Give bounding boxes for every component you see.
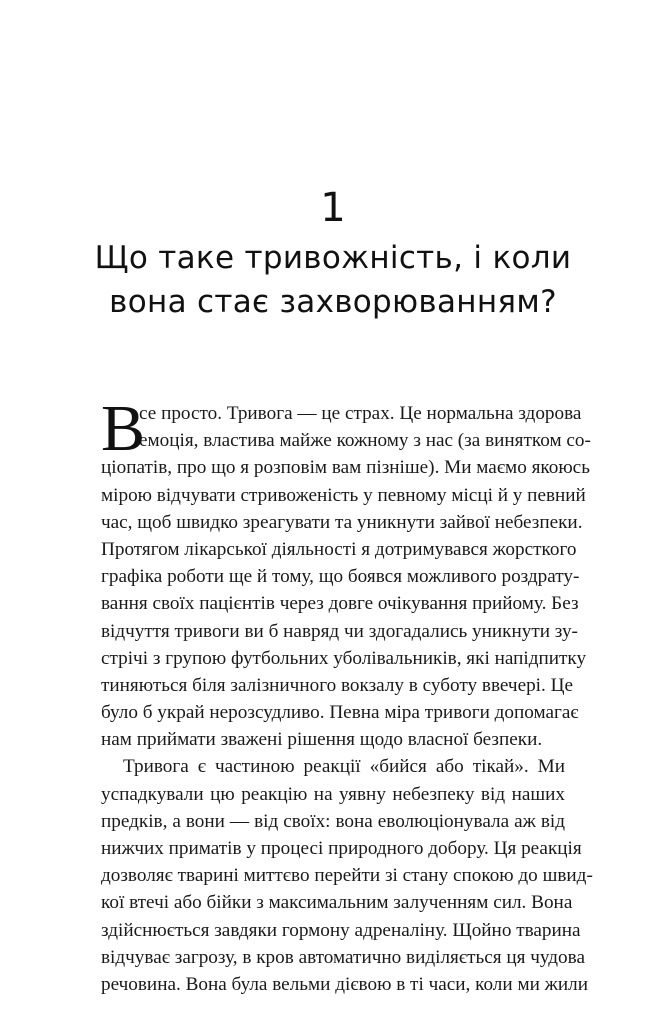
- text-line: кої втечі або бійки з максимальним залученням сил. Вона: [101, 892, 573, 914]
- text-line: було б украй нерозсудливо. Певна міра тривоги допомагає: [101, 702, 579, 724]
- text-line: предків, а вони — від своїх: вона еволюціонувала аж від: [101, 810, 565, 832]
- text-line: Тривога є частиною реакції «бийся або тікай». Ми: [123, 756, 565, 778]
- text-line: нам приймати зважені рішення щодо власної безпеки.: [101, 729, 543, 751]
- text-line: ціопатів, про що я розповім вам пізніше). Ми маємо якоюсь: [101, 457, 590, 479]
- text-line: відчуття тривоги ви б навряд чи здогадались уникнути зу-: [101, 620, 578, 642]
- chapter-number: 1: [320, 185, 346, 231]
- paragraph-1: [101, 392, 591, 753]
- chapter-title-line: вона стає захворюванням?: [109, 284, 557, 320]
- text-line: час, щоб швидко зреагувати та уникнути зайвої небезпеки.: [101, 511, 583, 533]
- text-line: нижчих приматів у процесі природного добору. Ця реакція: [101, 838, 582, 859]
- text-line: се просто. Тривога — це страх. Це нормальна здорова: [139, 403, 582, 424]
- drop-cap: В: [101, 392, 146, 465]
- text-line: стрічі з групою футбольних уболівальників, які напідпитку: [101, 647, 587, 669]
- text-line: успадкували цю реакцію на уявну небезпеку від наших: [101, 783, 565, 805]
- chapter-body: [101, 392, 593, 998]
- chapter-title: [60, 236, 606, 324]
- text-line: мірою відчувати стривоженість у певному місці й у певний: [101, 484, 586, 506]
- text-line: тиняються біля залізничного вокзалу в суботу ввечері. Це: [101, 674, 573, 696]
- chapter-title-line: Що таке тривожність, і коли: [94, 240, 572, 276]
- text-line: відчуває загрозу, в кров автоматично виділяється ця чудова: [101, 946, 585, 968]
- text-line: вання своїх пацієнтів через довге очікування прийому. Без: [101, 593, 579, 615]
- paragraph-2: [101, 753, 593, 998]
- text-line: емоція, властива майже кожному з нас (за винятком со-: [139, 430, 591, 452]
- text-line: речовина. Вона була вельми дієвою в ті часи, коли ми жили: [101, 973, 589, 995]
- text-line: Протягом лікарської діяльності я дотримувався жорсткого: [101, 538, 577, 560]
- text-line: графіка роботи ще й тому, що боявся можливого роздрату-: [101, 566, 580, 588]
- text-line: здійснюється завдяки гормону адреналіну. Щойно тварина: [101, 919, 581, 941]
- text-line: дозволяє тварині миттєво перейти зі стану спокою до швид-: [101, 865, 593, 887]
